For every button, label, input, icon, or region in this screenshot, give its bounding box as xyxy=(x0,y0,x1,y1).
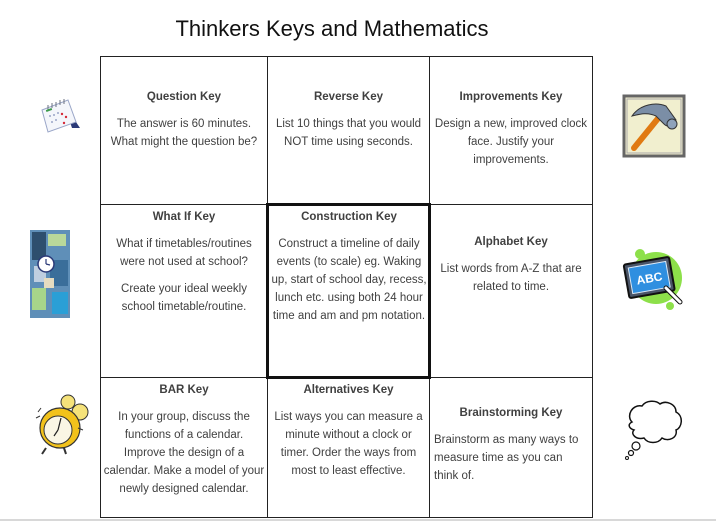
cell-text: Brainstorm as many ways to measure time as you can think of. xyxy=(434,434,579,482)
cell-text: List 10 things that you would NOT time using seconds. xyxy=(275,118,422,148)
calendar-icon xyxy=(36,92,82,136)
alarm-clock-icon xyxy=(34,392,92,458)
thought-bubble-icon xyxy=(622,398,686,460)
grid-line xyxy=(100,517,593,518)
cell-reverse-key xyxy=(268,88,429,160)
cell-text: List ways you can measure a minute without a clock or timer. Order the ways from most to least effective. xyxy=(274,411,423,477)
cell-heading: Improvements Key xyxy=(459,91,563,103)
thinkers-keys-grid xyxy=(100,56,593,518)
grid-line xyxy=(592,56,593,518)
cell-brainstorming-key xyxy=(430,404,592,494)
cell-heading: Construction Key xyxy=(301,211,397,223)
cell-text: The answer is 60 minutes. What might the question be? xyxy=(110,118,258,148)
cell-heading: Reverse Key xyxy=(313,91,384,103)
cell-text: Construct a timeline of daily events (to scale) eg. Waking up, start of school day, recess, lunch etc. using both 24 hour time and am and pm notation. xyxy=(271,238,427,322)
cell-improvements-key xyxy=(430,88,592,178)
watch-collage-icon xyxy=(30,230,70,318)
cell-text: Create your ideal weekly school timetable/routine. xyxy=(121,283,247,313)
cell-text: In your group, discuss the functions of a calendar. Improve the design of a calendar. Make a model of your newly designed calendar. xyxy=(103,411,265,495)
cell-text: List words from A-Z that are related to time. xyxy=(440,263,582,293)
cell-heading: Alphabet Key xyxy=(474,236,548,248)
cell-heading: What If Key xyxy=(152,211,216,223)
cell-text: Design a new, improved clock face. Justify your improvements. xyxy=(434,118,588,166)
cell-bar-key xyxy=(101,381,267,507)
cell-heading: Question Key xyxy=(146,91,222,103)
page-title: Thinkers Keys and Mathematics xyxy=(175,16,489,41)
cell-text: What if timetables/routines were not used at school? xyxy=(116,238,252,268)
cell-heading: BAR Key xyxy=(159,384,209,396)
hammer-icon xyxy=(622,94,686,158)
grid-line xyxy=(100,56,593,57)
cell-heading: Alternatives Key xyxy=(303,384,394,396)
cell-what-if-key xyxy=(101,208,267,325)
cell-question-key xyxy=(101,88,267,160)
cell-construction-key xyxy=(269,208,429,334)
cell-alternatives-key xyxy=(268,381,429,489)
abc-chalkboard-icon xyxy=(620,246,692,310)
abc-label: ABC xyxy=(635,269,664,288)
cell-heading: Brainstorming Key xyxy=(459,407,563,419)
cell-alphabet-key xyxy=(430,233,592,305)
